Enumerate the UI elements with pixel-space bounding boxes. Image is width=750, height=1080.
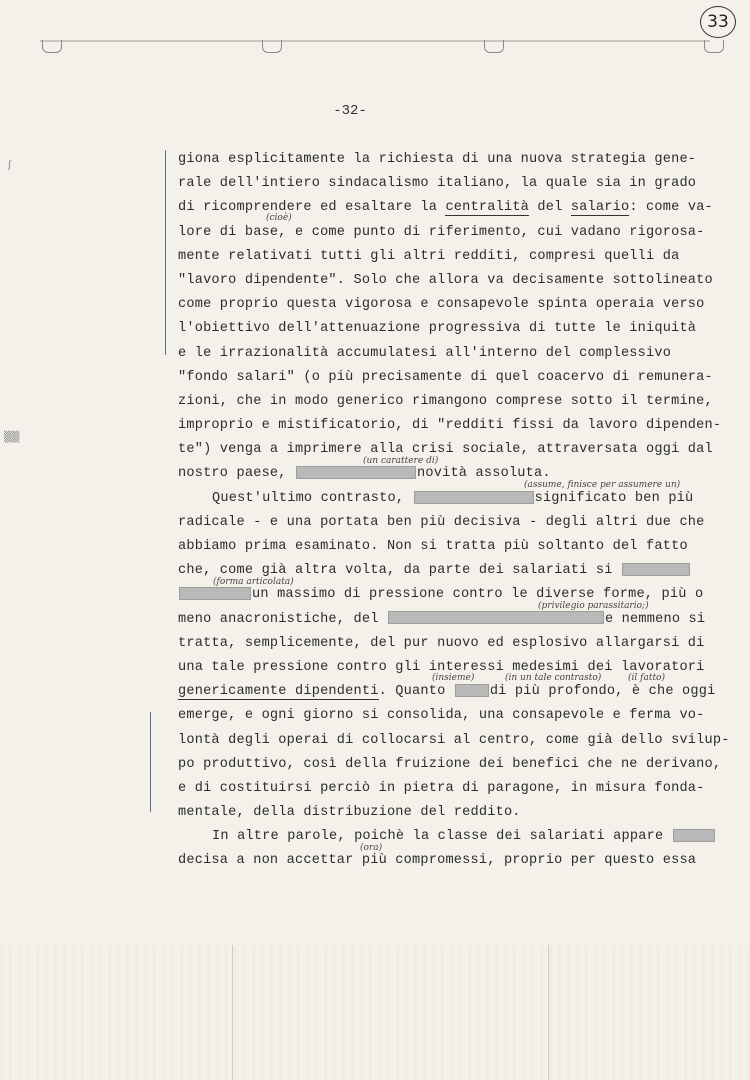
handwritten-note: (ora) bbox=[360, 843, 383, 853]
text-line: e di costituirsi perciò in pietra di paragone, in misura fonda- bbox=[178, 780, 705, 796]
text-line: come proprio questa vigorosa e consapevole spinta operaia verso bbox=[178, 297, 705, 313]
text-line: te") venga a imprimere alla crisi sociale, attraversata oggi dal bbox=[178, 442, 713, 458]
text-line: In altre parole, poichè la classe dei salariati appare bbox=[178, 825, 718, 849]
text-line: "fondo salari" (o più precisamente di quel coacervo di remunera- bbox=[178, 369, 713, 385]
text-line: di ricomprendere ed esaltare la centralità del salario: come va- bbox=[178, 200, 713, 216]
text-line: lore di base, e come punto di riferimento, cui vadano rigorosa- bbox=[178, 224, 705, 240]
corner-page-number: 33 bbox=[700, 6, 736, 38]
handwritten-note: (il fatto) bbox=[628, 673, 665, 683]
redaction-bar bbox=[296, 466, 416, 479]
text-line: mente relativati tutti gli altri redditi, compresi quelli da bbox=[178, 248, 680, 264]
handwritten-note: (cioè) bbox=[266, 213, 292, 223]
body-text bbox=[178, 148, 730, 874]
text-line: genericamente dipendenti. Quanto di più profondo, è che oggi bbox=[178, 684, 716, 700]
text-line: un massimo di pressione contro le diverse forme, più o bbox=[178, 583, 718, 607]
text-line: radicale - e una portata ben più decisiva - degli altri due che bbox=[178, 514, 705, 530]
binder-tab bbox=[262, 40, 282, 53]
redaction-bar bbox=[414, 491, 534, 504]
text-line: abbiamo prima esaminato. Non si tratta più soltanto del fatto bbox=[178, 539, 688, 554]
handwritten-note: (in un tale contrasto) bbox=[505, 673, 602, 683]
margin-bracket bbox=[165, 150, 166, 355]
text-line: l'obiettivo dell'attenuazione progressiva di tutte le iniquità bbox=[178, 321, 697, 337]
binder-edge bbox=[40, 40, 710, 42]
text-line: e le irrazionalità accumulatesi all'interno del complessivo bbox=[178, 345, 672, 361]
handwritten-note: (privilegio parassitario;) bbox=[538, 601, 649, 611]
margin-tick-icon: ʃ bbox=[8, 160, 12, 171]
margin-stamp-icon: ▒▒ bbox=[4, 432, 20, 443]
handwritten-note: (assume, finisce per assumere un) bbox=[524, 480, 681, 490]
binder-tab bbox=[484, 40, 504, 53]
text-line: rale dell'intiero sindacalismo italiano, la quale sia in grado bbox=[178, 176, 697, 192]
binder-tab bbox=[42, 40, 62, 53]
handwritten-note: (forma articolata) bbox=[213, 577, 294, 587]
text-line: emerge, e ogni giorno si consolida, una consapevole e ferma vo- bbox=[178, 708, 705, 724]
text-line: decisa a non accettar più compromessi, proprio per questo essa bbox=[178, 853, 697, 869]
redaction-bar bbox=[622, 563, 690, 576]
redaction-bar bbox=[388, 611, 604, 624]
text-line: mentale, della distribuzione del reddito. bbox=[178, 805, 521, 821]
text-line: che, come già altra volta, da parte dei salariati si bbox=[178, 559, 718, 583]
redaction-bar bbox=[179, 587, 251, 600]
handwritten-note: (insieme) bbox=[432, 673, 475, 683]
redaction-bar bbox=[673, 829, 715, 842]
redaction-bar bbox=[455, 684, 489, 697]
binder-tab bbox=[704, 40, 724, 53]
text-line: improprio e mistificatorio, di "redditi fissi da lavoro dipenden- bbox=[178, 418, 722, 434]
text-line: tratta, semplicemente, del pur nuovo ed esplosivo allargarsi di bbox=[178, 635, 705, 651]
text-line: po produttivo, così della fruizione dei benefici che ne derivano, bbox=[178, 756, 722, 772]
page-number: -32- bbox=[333, 103, 367, 119]
text-line: lontà degli operai di collocarsi al centro, come già dello svilup- bbox=[178, 732, 730, 748]
text-line: giona esplicitamente la richiesta di una nuova strategia gene- bbox=[178, 152, 697, 167]
scan-fold bbox=[548, 945, 549, 1080]
text-line: Quest'ultimo contrasto, significato ben più bbox=[212, 490, 694, 506]
margin-bracket bbox=[150, 712, 151, 812]
text-line: meno anacronistiche, del e nemmeno si bbox=[178, 611, 706, 627]
text-line: zioni, che in modo generico rimangono comprese sotto il termine, bbox=[178, 393, 713, 409]
handwritten-note: (un carattere di) bbox=[363, 456, 439, 466]
scan-shadow bbox=[0, 945, 750, 1080]
text-line: nostro paese, novità assoluta. bbox=[178, 466, 551, 482]
text-line: "lavoro dipendente". Solo che allora va decisamente sottolineato bbox=[178, 272, 713, 288]
text-line: una tale pressione contro gli interessi medesimi dei lavoratori bbox=[178, 659, 705, 675]
scan-fold bbox=[232, 945, 233, 1080]
